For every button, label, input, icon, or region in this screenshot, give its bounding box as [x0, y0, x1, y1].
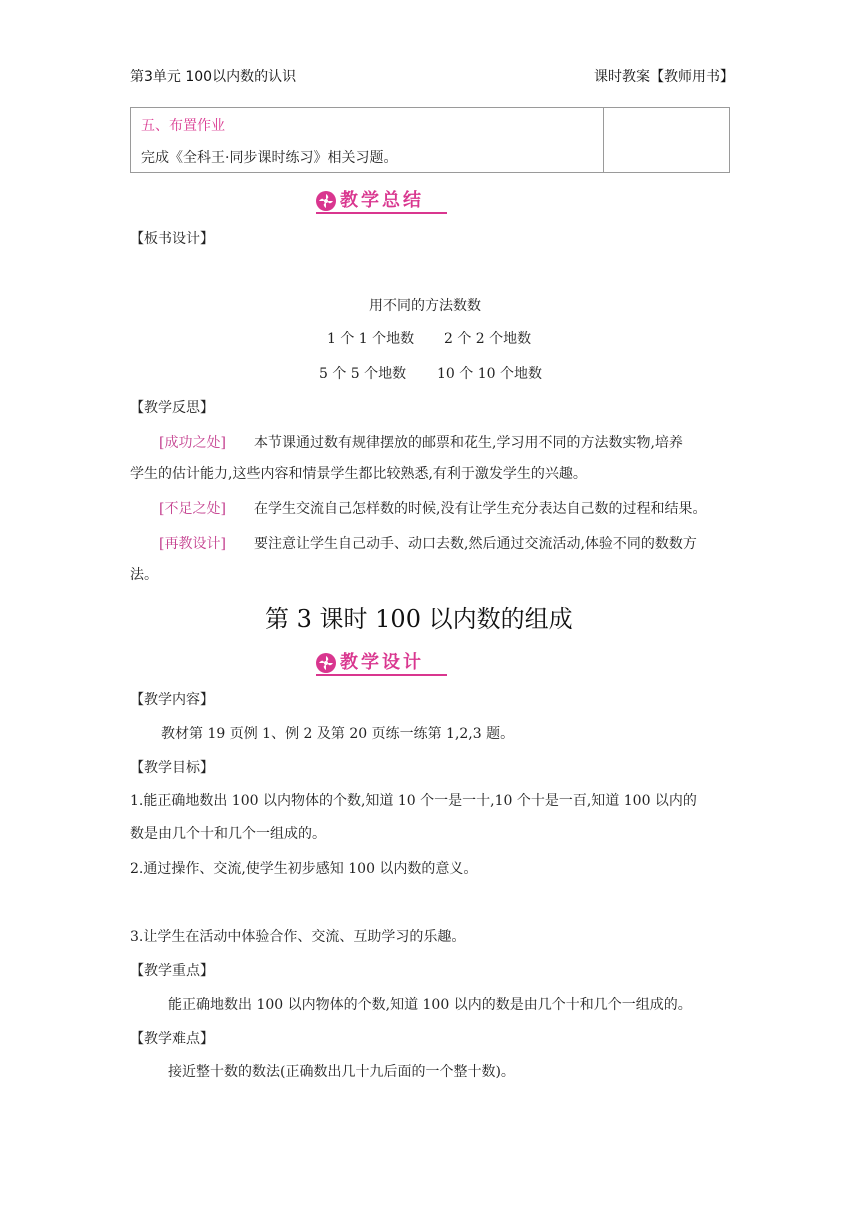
homework-box: [130, 107, 730, 173]
goal-2: 2.通过操作、交流,使学生初步感知 100 以内数的意义。: [130, 861, 478, 877]
box-divider: [603, 108, 604, 172]
board-heading: 【板书设计】: [130, 231, 214, 247]
board-line-2a: 1 个 1 个地数: [327, 331, 415, 347]
banner-summary-label: 教学总结: [340, 190, 424, 211]
key-points-text: 能正确地数出 100 以内物体的个数,知道 100 以内的数是由几个十和几个一组成的。: [168, 997, 692, 1013]
board-line-1: 用不同的方法数数: [369, 298, 481, 314]
success-text-1: 本节课通过数有规律摆放的邮票和花生,学习用不同的方法数实物,培养: [254, 435, 683, 451]
header-book-title: 课时教案【教师用书】: [594, 69, 734, 85]
goals-heading: 【教学目标】: [130, 760, 214, 776]
goal-1-line-2: 数是由几个十和几个一组成的。: [130, 826, 326, 842]
banner-teaching-design: [316, 652, 447, 676]
redesign-text-2: 法。: [130, 567, 158, 583]
board-line-2b: 2 个 2 个地数: [444, 331, 532, 347]
key-points-heading: 【教学重点】: [130, 963, 214, 979]
board-line-3b: 10 个 10 个地数: [437, 366, 542, 382]
difficulties-heading: 【教学难点】: [130, 1031, 214, 1047]
homework-content: 完成《全科王·同步课时练习》相关习题。: [141, 150, 398, 166]
lesson-title: 第 3 课时 100 以内数的组成: [265, 605, 573, 633]
board-line-3a: 5 个 5 个地数: [319, 366, 407, 382]
banner-design-label: 教学设计: [340, 652, 424, 673]
redesign-tag: [再教设计]: [159, 536, 226, 552]
content-text: 教材第 19 页例 1、例 2 及第 20 页练一练第 1,2,3 题。: [161, 726, 515, 742]
goal-3: 3.让学生在活动中体验合作、交流、互助学习的乐趣。: [130, 929, 466, 945]
redesign-text-1: 要注意让学生自己动手、动口去数,然后通过交流活动,体验不同的数数方: [254, 536, 697, 552]
header-unit-title: 第3单元 100以内数的认识: [130, 69, 297, 85]
success-tag: [成功之处]: [159, 435, 226, 451]
success-text-2: 学生的估计能力,这些内容和情景学生都比较熟悉,有利于激发学生的兴趣。: [130, 466, 587, 482]
homework-title: 五、布置作业: [141, 118, 225, 134]
flower-logo-icon: [316, 191, 336, 211]
difficulties-text: 接近整十数的数法(正确数出几十九后面的一个整十数)。: [168, 1064, 515, 1080]
shortfall-text: 在学生交流自己怎样数的时候,没有让学生充分表达自己数的过程和结果。: [254, 501, 707, 517]
flower-logo-icon: [316, 653, 336, 673]
banner-underline: [316, 212, 447, 214]
banner-teaching-summary: [316, 190, 447, 214]
content-heading: 【教学内容】: [130, 692, 214, 708]
reflection-heading: 【教学反思】: [130, 400, 214, 416]
shortfall-tag: [不足之处]: [159, 501, 226, 517]
goal-1-line-1: 1.能正确地数出 100 以内物体的个数,知道 10 个一是一十,10 个十是一百,知道 100 以内的: [130, 793, 697, 809]
banner-underline: [316, 674, 447, 676]
